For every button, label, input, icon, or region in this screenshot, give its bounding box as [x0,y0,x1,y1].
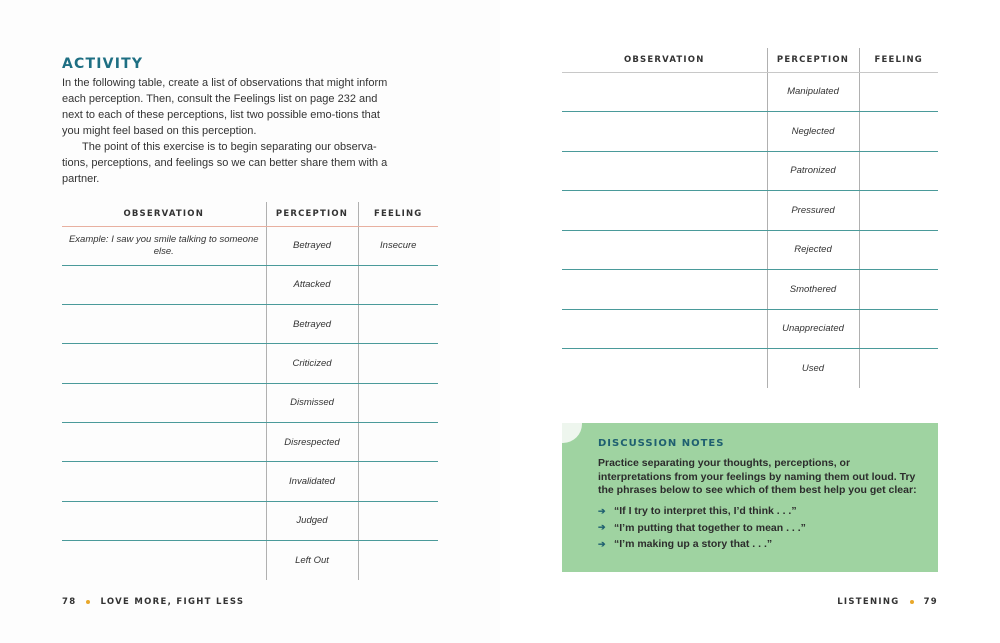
footer-dot-icon [910,600,914,604]
table-row [62,344,438,383]
table-row [562,349,938,389]
activity-title: ACTIVITY [62,56,144,72]
list-item [598,520,806,537]
phrase-text: “I’m making up a story that . . .” [614,538,773,551]
left-page-number: 78 [62,597,77,607]
observation-cell[interactable] [562,349,767,389]
perception-cell: Betrayed [266,305,358,344]
table-row [62,422,438,461]
table-row [62,265,438,304]
observation-cell[interactable] [562,309,767,349]
feeling-cell[interactable] [859,191,938,231]
discussion-notes-title: DISCUSSION NOTES [598,438,725,449]
table-row [562,191,938,231]
observation-cell[interactable] [562,270,767,310]
perception-cell: Left Out [266,540,358,579]
book-title: LOVE MORE, FIGHT LESS [100,597,245,607]
table-row [562,309,938,349]
observation-cell[interactable] [62,344,266,383]
perception-cell: Unappreciated [767,309,859,349]
perception-cell: Judged [266,501,358,540]
table-row [562,112,938,152]
list-item [598,536,806,553]
perception-cell: Criticized [266,344,358,383]
feeling-cell[interactable] [859,112,938,152]
feeling-cell[interactable] [358,305,438,344]
perception-cell: Pressured [767,191,859,231]
table-header-row [62,202,438,226]
feeling-cell[interactable] [859,349,938,389]
feeling-cell[interactable] [358,501,438,540]
intro-paragraph-2: The point of this exercise is to begin separating our observa-tions, perceptions, and feelings so we can better share them with a partner. [62,141,388,185]
discussion-notes-body: Practice separating your thoughts, perceptions, or interpretations from your feelings by naming them out loud. Try the phrases below to see which of them best help you get clear: [598,457,917,496]
observation-cell[interactable] [62,265,266,304]
observation-cell[interactable] [562,151,767,191]
feeling-cell[interactable] [859,72,938,112]
section-title: LISTENING [837,597,900,607]
table-row [62,501,438,540]
observation-cell[interactable] [62,305,266,344]
feeling-cell[interactable] [859,270,938,310]
arrow-right-icon: ➔ [598,538,606,549]
observation-cell[interactable]: Example: I saw you smile talking to someone else. [62,226,266,265]
activity-intro [62,75,392,187]
arrow-right-icon: ➔ [598,522,606,533]
table-row [562,230,938,270]
feeling-cell[interactable] [358,540,438,579]
perception-cell: Patronized [767,151,859,191]
observation-cell[interactable] [562,112,767,152]
table-row [62,305,438,344]
intro-paragraph-1: In the following table, create a list of observations that might inform each perception. Then, consult the Feelings list on page 232 and next to each of these perceptions, list two possible emo-tions that you might feel based on this perception. [62,77,388,137]
perception-cell: Disrespected [266,422,358,461]
perception-cell: Attacked [266,265,358,304]
right-page-number: 79 [923,597,938,607]
list-item [598,503,806,520]
phrase-text: “If I try to interpret this, I’d think . . .” [614,505,797,518]
corner-circle-decoration [562,423,582,443]
observation-cell[interactable] [62,462,266,501]
feeling-cell[interactable] [358,265,438,304]
header-observation: OBSERVATION [562,48,767,72]
observation-cell[interactable] [62,501,266,540]
perception-cell: Dismissed [266,383,358,422]
right-footer [837,597,938,607]
right-activity-table [562,48,938,388]
feeling-cell[interactable] [358,422,438,461]
table-row [562,151,938,191]
phrase-text: “I’m putting that together to mean . . .” [614,521,806,534]
footer-dot-icon [86,600,90,604]
left-activity-table [62,202,438,580]
feeling-cell[interactable] [859,309,938,349]
header-perception: PERCEPTION [767,48,859,72]
observation-cell[interactable] [562,72,767,112]
observation-cell[interactable] [62,540,266,579]
left-footer [62,597,244,607]
header-observation: OBSERVATION [62,202,266,226]
table-row [62,383,438,422]
header-feeling: FEELING [859,48,938,72]
header-perception: PERCEPTION [266,202,358,226]
header-feeling: FEELING [358,202,438,226]
feeling-cell[interactable] [358,383,438,422]
table-row [562,270,938,310]
table-header-row [562,48,938,72]
perception-cell: Manipulated [767,72,859,112]
feeling-cell[interactable] [859,230,938,270]
perception-cell: Invalidated [266,462,358,501]
phrase-list [598,503,806,553]
observation-cell[interactable] [62,422,266,461]
table-row [62,540,438,579]
observation-cell[interactable] [562,191,767,231]
perception-cell: Neglected [767,112,859,152]
perception-cell: Smothered [767,270,859,310]
observation-cell[interactable] [562,230,767,270]
feeling-cell[interactable] [358,344,438,383]
table-row [562,72,938,112]
feeling-cell[interactable]: Insecure [358,226,438,265]
feeling-cell[interactable] [859,151,938,191]
discussion-notes-box [562,423,938,572]
table-row [62,462,438,501]
arrow-right-icon: ➔ [598,505,606,516]
observation-cell[interactable] [62,383,266,422]
perception-cell: Rejected [767,230,859,270]
table-row [62,226,438,265]
perception-cell: Used [767,349,859,389]
feeling-cell[interactable] [358,462,438,501]
perception-cell: Betrayed [266,226,358,265]
